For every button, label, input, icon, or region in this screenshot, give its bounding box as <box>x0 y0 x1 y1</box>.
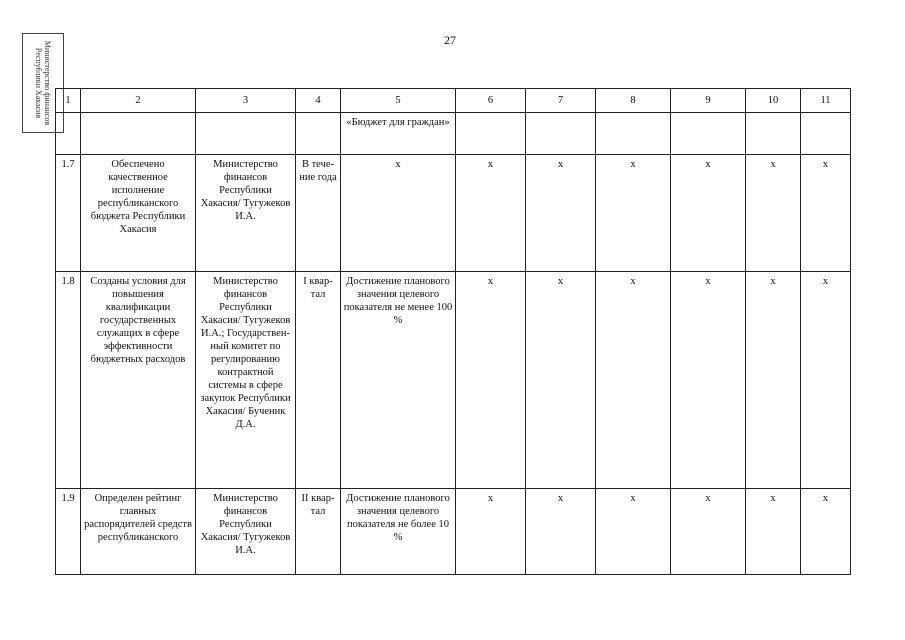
empty-cell <box>526 113 596 155</box>
indicator-cell: x <box>341 155 456 272</box>
empty-cell <box>196 113 296 155</box>
mark-cell: x <box>596 272 671 489</box>
table-row <box>56 155 851 272</box>
mark-cell: x <box>456 489 526 575</box>
header-cell: 11 <box>801 89 851 113</box>
page-number: 27 <box>444 33 456 47</box>
empty-cell <box>56 113 81 155</box>
mark-cell: x <box>526 272 596 489</box>
deadline-cell: I квар-тал <box>296 272 341 489</box>
mark-cell: x <box>746 489 801 575</box>
mark-cell: x <box>671 155 746 272</box>
header-row <box>56 89 851 113</box>
table-row <box>56 272 851 489</box>
empty-cell <box>456 113 526 155</box>
deadline-cell: II квар-тал <box>296 489 341 575</box>
empty-cell <box>801 113 851 155</box>
row-number: 1.7 <box>56 155 81 272</box>
header-cell: 5 <box>341 89 456 113</box>
header-cell: 1 <box>56 89 81 113</box>
header-cell: 8 <box>596 89 671 113</box>
mark-cell: x <box>801 155 851 272</box>
deadline-cell: В тече-ние года <box>296 155 341 272</box>
mark-cell: x <box>596 155 671 272</box>
header-cell: 10 <box>746 89 801 113</box>
indicator-cell: «Бюджет для граждан» <box>341 113 456 155</box>
empty-cell <box>746 113 801 155</box>
mark-cell: x <box>456 272 526 489</box>
result-cell: Созданы условия для повышения квалификации государственных служащих в сфере эффективности бюджетных расходов <box>81 272 196 489</box>
empty-cell <box>671 113 746 155</box>
result-cell: Определен рейтинг главных распорядителей средств республиканского <box>81 489 196 575</box>
header-cell: 9 <box>671 89 746 113</box>
mark-cell: x <box>801 489 851 575</box>
header-cell: 2 <box>81 89 196 113</box>
mark-cell: x <box>526 155 596 272</box>
indicator-cell: Достижение планового значения целевого показателя не менее 100 % <box>341 272 456 489</box>
empty-cell <box>596 113 671 155</box>
row-number: 1.9 <box>56 489 81 575</box>
mark-cell: x <box>746 155 801 272</box>
header-cell: 7 <box>526 89 596 113</box>
carry-over-row <box>56 113 851 155</box>
mark-cell: x <box>671 272 746 489</box>
mark-cell: x <box>526 489 596 575</box>
indicator-cell: Достижение планового значения целевого показателя не более 10 % <box>341 489 456 575</box>
result-cell: Обеспечено качественное исполнение республиканского бюджета Республики Хакасия <box>81 155 196 272</box>
empty-cell <box>81 113 196 155</box>
empty-cell <box>296 113 341 155</box>
mark-cell: x <box>801 272 851 489</box>
mark-cell: x <box>596 489 671 575</box>
plan-table <box>55 88 851 575</box>
responsible-cell: Министерство финансов Республики Хакасия/ Тугужеков И.А. <box>196 155 296 272</box>
responsible-cell: Министерство финансов Республики Хакасия/ Тугужеков И.А. <box>196 489 296 575</box>
responsible-cell: Министерство финансов Республики Хакасия/ Тугужеков И.А.; Государствен-ный комитет по регулированию контрактной системы в сфере закупок Республики Хакасия/ Бученик Д.А. <box>196 272 296 489</box>
stamp-text: Министерство финансов Республики Хакасия <box>34 40 52 126</box>
mark-cell: x <box>456 155 526 272</box>
table-row <box>56 489 851 575</box>
mark-cell: x <box>671 489 746 575</box>
header-cell: 3 <box>196 89 296 113</box>
header-cell: 4 <box>296 89 341 113</box>
row-number: 1.8 <box>56 272 81 489</box>
header-cell: 6 <box>456 89 526 113</box>
mark-cell: x <box>746 272 801 489</box>
